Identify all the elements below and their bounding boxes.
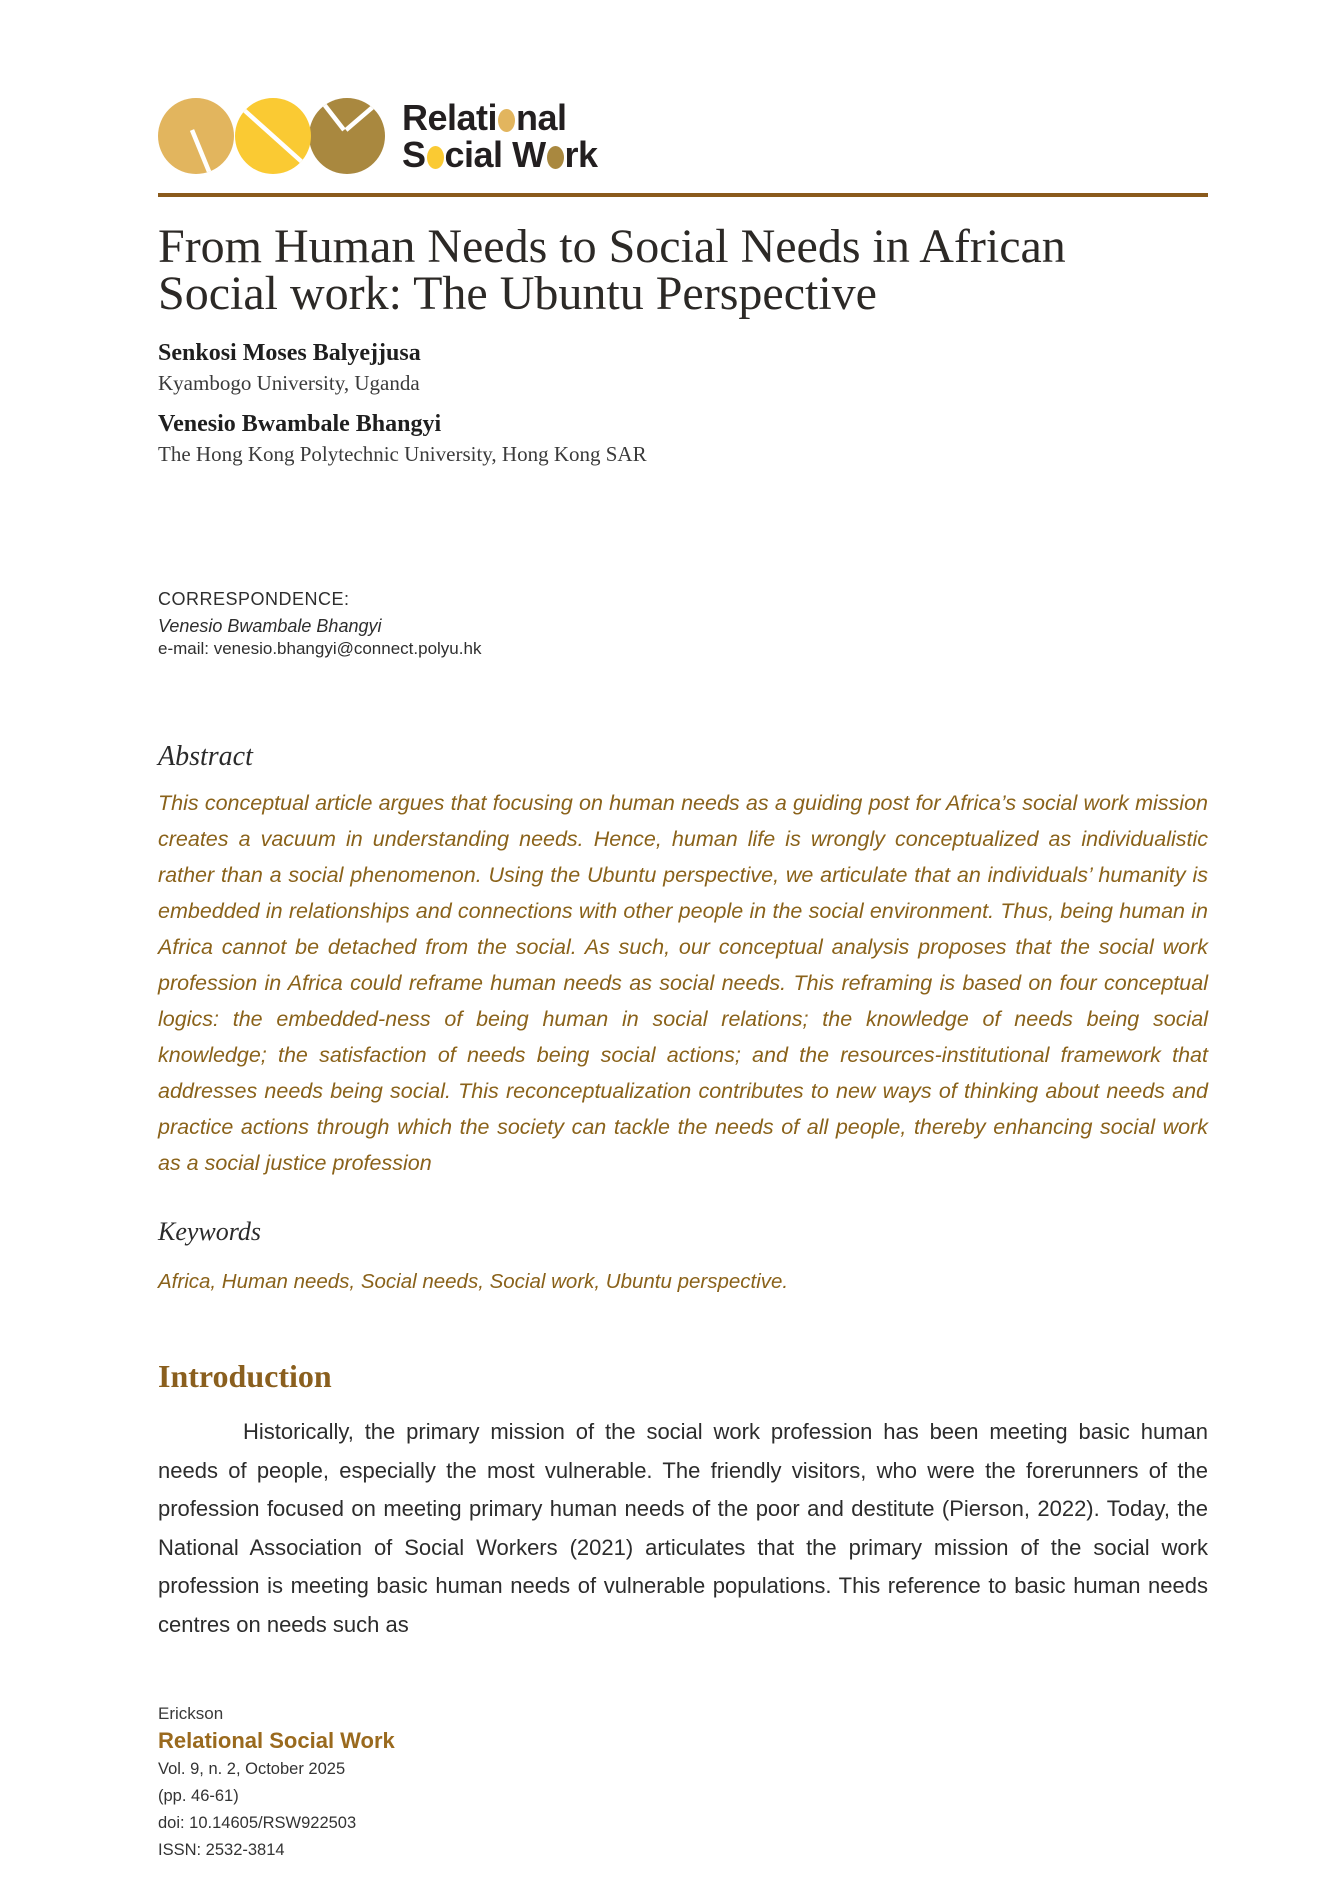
logo-circle-right [309, 98, 385, 174]
correspondence-email: e-mail: venesio.bhangyi@connect.polyu.hk [158, 639, 482, 658]
logo-o-dot-gold [547, 146, 564, 169]
article-title-line1: From Human Needs to Social Needs in African [158, 220, 1066, 273]
author-name: Venesio Bwambale Bhangyi [158, 411, 442, 437]
author-affiliation: Kyambogo University, Uganda [158, 371, 420, 395]
journal-name: Relational Social Work [158, 1728, 395, 1753]
author-name: Senkosi Moses Balyejjusa [158, 340, 421, 366]
introduction-paragraph: Historically, the primary mission of the social work profession has been meeting basic human needs of people, especially the most vulnerable. The friendly visitors, who were the forerunners of the profession focused on meeting primary human needs of the poor and destitute (Pierson, 2022). Today, the National Association of Social Workers (2021) articulates that the primary mission of the social work profession is meeting basic human needs of vulnerable populations. This reference to basic human needs centres on needs such as [158, 1419, 1208, 1637]
journal-logo [158, 0, 1208, 175]
author-block-2 [158, 410, 1208, 467]
correspondence-label: CORRESPONDENCE: [158, 589, 350, 609]
issue-info: Vol. 9, n. 2, October 2025 [158, 1760, 346, 1778]
keywords-list: Africa, Human needs, Social needs, Social work, Ubuntu perspective. [158, 1270, 789, 1293]
author-affiliation: The Hong Kong Polytechnic University, Hong Kong SAR [158, 442, 647, 466]
page-range: (pp. 46-61) [158, 1787, 239, 1805]
logo-wordmark-line2: S cial W rk [402, 134, 598, 175]
header-divider-rule [158, 193, 1208, 197]
logo-o-dot-tan [498, 109, 515, 132]
logo-o-dot-yellow [427, 146, 444, 169]
issn: ISSN: 2532-3814 [158, 1841, 285, 1859]
keywords-heading: Keywords [158, 1217, 262, 1246]
introduction-heading: Introduction [158, 1358, 332, 1394]
journal-footer [158, 1702, 395, 1863]
doi: doi: 10.14605/RSW922503 [158, 1814, 357, 1832]
correspondence-block [158, 589, 1208, 659]
logo-circles-icon [158, 97, 388, 175]
logo-wordmark [402, 99, 598, 173]
author-block-1 [158, 339, 1208, 396]
publisher-name: Erickson [158, 1704, 224, 1723]
correspondence-name: Venesio Bwambale Bhangyi [158, 616, 382, 636]
logo-wordmark-line1: Relati nal [402, 97, 567, 138]
article-title [158, 220, 1208, 320]
article-title-line2: Social work: The Ubuntu Perspective [158, 267, 877, 320]
abstract-body: This conceptual article argues that focusing on human needs as a guiding post for Africa’s social work mission creates a vacuum in understanding needs. Hence, human life is wrongly conceptualized as individualistic rather than a social phenomenon. Using the Ubuntu perspective, we articulate that an individuals’ humanity is embedded in relationships and connections with other people in the social environment. Thus, being human in Africa cannot be detached from the social. As such, our conceptual analysis proposes that the social work profession in Africa could reframe human needs as social needs. This reframing is based on four conceptual logics: the embedded-ness of being human in social relations; the knowledge of needs being social knowledge; the satisfaction of needs being social actions; and the resources-institutional framework that addresses needs being social. This reconceptualization contributes to new ways of thinking about needs and practice actions through which the society can tackle the needs of all people, thereby enhancing social work as a social justice profession [158, 791, 1208, 1175]
abstract-heading: Abstract [158, 741, 253, 772]
